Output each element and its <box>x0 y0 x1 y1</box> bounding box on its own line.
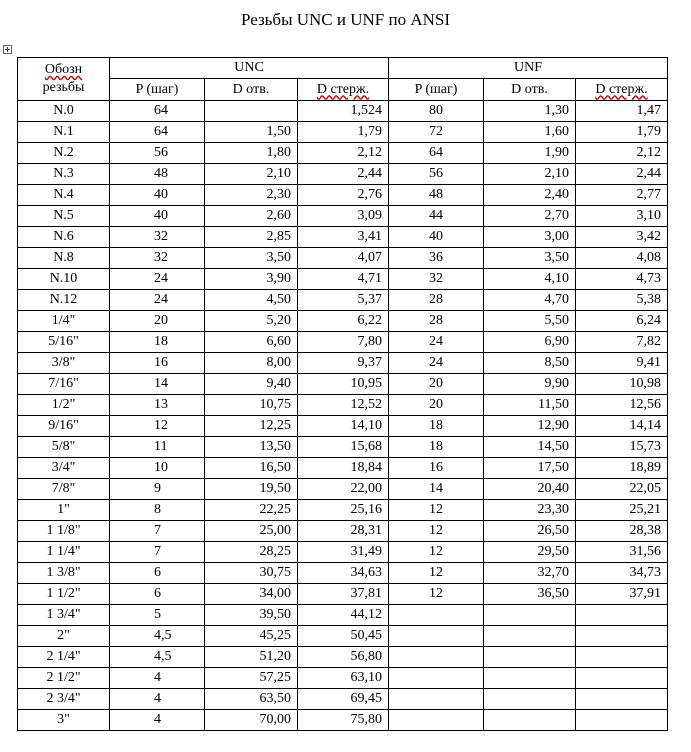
unc-rod-diameter-cell: 4,07 <box>298 248 389 269</box>
unf-hole-diameter-cell: 4,10 <box>484 269 576 290</box>
table-row <box>18 395 668 416</box>
unc-hole-diameter-cell: 19,50 <box>205 479 298 500</box>
unf-rod-diameter-cell: 10,98 <box>576 374 668 395</box>
unf-rod-diameter-cell: 9,41 <box>576 353 668 374</box>
table-row <box>18 185 668 206</box>
unc-hole-diameter-cell: 2,60 <box>205 206 298 227</box>
table-row <box>18 269 668 290</box>
unc-rod-diameter-cell: 63,10 <box>298 668 389 689</box>
unc-rod-diameter-cell: 2,12 <box>298 143 389 164</box>
unc-pitch-cell: 56 <box>110 143 205 164</box>
table-row <box>18 353 668 374</box>
unf-hole-diameter-cell: 3,00 <box>484 227 576 248</box>
unc-hole-diameter-cell: 3,90 <box>205 269 298 290</box>
thread-designation-cell: 9/16" <box>18 416 110 437</box>
thread-designation-cell: N.3 <box>18 164 110 185</box>
unf-rod-diameter-cell: 37,91 <box>576 584 668 605</box>
unc-rod-diameter-cell: 5,37 <box>298 290 389 311</box>
unf-group-header: UNF <box>389 58 668 79</box>
table-row <box>18 101 668 122</box>
unc-rod-diameter-cell: 3,41 <box>298 227 389 248</box>
unc-hole-diameter-cell: 45,25 <box>205 626 298 647</box>
unc-rod-diameter-cell: 4,71 <box>298 269 389 290</box>
thread-designation-cell: 1 1/4" <box>18 542 110 563</box>
unc-hole-diameter-cell: 3,50 <box>205 248 298 269</box>
table-row <box>18 689 668 710</box>
thread-designation-cell: 2 1/2" <box>18 668 110 689</box>
unc-hole-diameter-cell: 13,50 <box>205 437 298 458</box>
unf-hole-diameter-cell <box>484 647 576 668</box>
unf-pitch-cell: 48 <box>389 185 484 206</box>
unf-rod-diameter-cell: 14,14 <box>576 416 668 437</box>
unc-rod-diameter-cell: 1,524 <box>298 101 389 122</box>
designation-header-line2: резьбы <box>42 80 85 95</box>
unc-pitch-cell: 4 <box>110 710 205 731</box>
unc-pitch-cell: 4,5 <box>110 647 205 668</box>
thread-designation-cell: 1 3/8" <box>18 563 110 584</box>
unf-rod-diameter-cell: 22,05 <box>576 479 668 500</box>
unc-rod-diameter-cell: 14,10 <box>298 416 389 437</box>
thread-designation-cell: 2 1/4" <box>18 647 110 668</box>
unf-pitch-cell: 32 <box>389 269 484 290</box>
unf-hole-diameter-cell: 29,50 <box>484 542 576 563</box>
unf-rod-diameter-cell: 5,38 <box>576 290 668 311</box>
thread-designation-cell: 1 1/8" <box>18 521 110 542</box>
unf-rod-diameter-cell: 1,47 <box>576 101 668 122</box>
unc-hole-diameter-cell: 22,25 <box>205 500 298 521</box>
unc-hole-diameter-cell: 25,00 <box>205 521 298 542</box>
unf-rod-diameter-cell: 4,73 <box>576 269 668 290</box>
unc-hole-diameter-cell: 28,25 <box>205 542 298 563</box>
table-row <box>18 710 668 731</box>
unc-pitch-cell: 4 <box>110 689 205 710</box>
unf-rod-diameter-cell: 7,82 <box>576 332 668 353</box>
unf-rod-diameter-cell <box>576 689 668 710</box>
unf-rod-diameter-cell <box>576 626 668 647</box>
unf-hole-diameter-cell: 1,90 <box>484 143 576 164</box>
table-row <box>18 122 668 143</box>
thread-designation-cell: N.2 <box>18 143 110 164</box>
thread-designation-cell: N.10 <box>18 269 110 290</box>
thread-table <box>17 57 668 731</box>
unf-hole-diameter-cell: 8,50 <box>484 353 576 374</box>
thread-designation-cell: N.6 <box>18 227 110 248</box>
unf-hole-diameter-cell: 17,50 <box>484 458 576 479</box>
unf-hole-diameter-cell: 3,50 <box>484 248 576 269</box>
thread-designation-cell: N.8 <box>18 248 110 269</box>
unc-pitch-cell: 48 <box>110 164 205 185</box>
table-row <box>18 500 668 521</box>
unc-pitch-cell: 12 <box>110 416 205 437</box>
thread-designation-cell: N.5 <box>18 206 110 227</box>
table-row <box>18 164 668 185</box>
unc-hole-diameter-cell: 6,60 <box>205 332 298 353</box>
unf-pitch-cell: 20 <box>389 374 484 395</box>
unf-rod-diameter-cell <box>576 605 668 626</box>
unf-rod-diameter-cell: 12,56 <box>576 395 668 416</box>
unc-rod-diameter-cell: 15,68 <box>298 437 389 458</box>
table-row <box>18 668 668 689</box>
unc-pitch-cell: 14 <box>110 374 205 395</box>
unc-pitch-cell: 16 <box>110 353 205 374</box>
unf-hole-diameter-cell: 2,70 <box>484 206 576 227</box>
unf-hole-diameter-cell: 9,90 <box>484 374 576 395</box>
unc-rod-diameter-cell: 31,49 <box>298 542 389 563</box>
unf-hole-diameter-cell: 6,90 <box>484 332 576 353</box>
unf-pitch-cell <box>389 626 484 647</box>
unf-pitch-cell: 40 <box>389 227 484 248</box>
unf-pitch-cell: 12 <box>389 500 484 521</box>
thread-designation-cell: 1 1/2" <box>18 584 110 605</box>
unc-hole-diameter-cell: 2,10 <box>205 164 298 185</box>
unf-rod-diameter-cell: 3,10 <box>576 206 668 227</box>
table-row <box>18 521 668 542</box>
unc-pitch-cell: 24 <box>110 290 205 311</box>
unf-pitch-header: P (шаг) <box>389 79 484 101</box>
unf-hole-diameter-cell: 2,40 <box>484 185 576 206</box>
thread-designation-cell: 3" <box>18 710 110 731</box>
table-row <box>18 479 668 500</box>
thread-designation-cell: 2 3/4" <box>18 689 110 710</box>
unf-pitch-cell: 64 <box>389 143 484 164</box>
unc-hole-diameter-cell: 5,20 <box>205 311 298 332</box>
unf-rod-diameter-cell: 2,77 <box>576 185 668 206</box>
unf-pitch-cell: 80 <box>389 101 484 122</box>
unf-hole-diameter-cell <box>484 689 576 710</box>
unc-hole-diameter-cell: 70,00 <box>205 710 298 731</box>
unc-pitch-cell: 13 <box>110 395 205 416</box>
unf-hole-diameter-cell: 4,70 <box>484 290 576 311</box>
table-row <box>18 374 668 395</box>
unf-rod-diameter-cell: 2,44 <box>576 164 668 185</box>
unf-hole-diameter-cell: 2,10 <box>484 164 576 185</box>
unf-hole-diameter-cell <box>484 668 576 689</box>
unc-pitch-cell: 9 <box>110 479 205 500</box>
unf-hole-diameter-cell: 20,40 <box>484 479 576 500</box>
table-row <box>18 437 668 458</box>
thread-designation-cell: 2" <box>18 626 110 647</box>
table-row <box>18 143 668 164</box>
unc-rod-diameter-cell: 2,44 <box>298 164 389 185</box>
designation-header-line1: Обозн <box>44 62 83 77</box>
table-row <box>18 206 668 227</box>
unc-rod-diameter-cell: 37,81 <box>298 584 389 605</box>
unc-hole-diameter-cell: 30,75 <box>205 563 298 584</box>
unf-hole-diameter-cell: 26,50 <box>484 521 576 542</box>
table-row <box>18 542 668 563</box>
thread-designation-cell: 7/8" <box>18 479 110 500</box>
unf-hole-diameter-cell: 32,70 <box>484 563 576 584</box>
unf-pitch-cell: 28 <box>389 290 484 311</box>
unc-pitch-cell: 7 <box>110 521 205 542</box>
thread-designation-cell: N.0 <box>18 101 110 122</box>
unf-pitch-cell: 56 <box>389 164 484 185</box>
unc-rod-diameter-cell: 56,80 <box>298 647 389 668</box>
thread-designation-cell: 3/8" <box>18 353 110 374</box>
unc-hole-diameter-cell: 51,20 <box>205 647 298 668</box>
unf-rod-diameter-cell: 25,21 <box>576 500 668 521</box>
unc-hole-diameter-cell: 57,25 <box>205 668 298 689</box>
table-row <box>18 290 668 311</box>
unc-rod-diameter-cell: 25,16 <box>298 500 389 521</box>
unf-hole-diameter-cell: 5,50 <box>484 311 576 332</box>
unc-pitch-cell: 5 <box>110 605 205 626</box>
unc-hole-diameter-cell: 12,25 <box>205 416 298 437</box>
unf-hole-diameter-cell <box>484 626 576 647</box>
unc-pitch-cell: 18 <box>110 332 205 353</box>
unc-rod-diameter-cell: 44,12 <box>298 605 389 626</box>
unc-pitch-cell: 4 <box>110 668 205 689</box>
unf-pitch-cell <box>389 605 484 626</box>
unc-pitch-cell: 7 <box>110 542 205 563</box>
thread-designation-cell: N.12 <box>18 290 110 311</box>
unf-rod-diameter-cell: 4,08 <box>576 248 668 269</box>
unc-rod-diameter-cell: 34,63 <box>298 563 389 584</box>
unc-hole-diameter-cell: 2,30 <box>205 185 298 206</box>
unf-pitch-cell: 12 <box>389 521 484 542</box>
unc-rod-diameter-cell: 1,79 <box>298 122 389 143</box>
unf-pitch-cell <box>389 668 484 689</box>
unc-rod-diameter-cell: 22,00 <box>298 479 389 500</box>
unf-pitch-cell: 16 <box>389 458 484 479</box>
unf-rod-diameter-cell: 34,73 <box>576 563 668 584</box>
unf-hole-diameter-cell <box>484 710 576 731</box>
thread-designation-cell: N.1 <box>18 122 110 143</box>
table-body <box>18 101 668 731</box>
table-row <box>18 458 668 479</box>
unf-rod-diameter-cell: 2,12 <box>576 143 668 164</box>
unf-rod-diameter-cell: 15,73 <box>576 437 668 458</box>
unf-pitch-cell: 18 <box>389 437 484 458</box>
unc-hole-header: D отв. <box>205 79 298 101</box>
unc-rod-diameter-cell: 12,52 <box>298 395 389 416</box>
unc-hole-diameter-cell: 1,50 <box>205 122 298 143</box>
thread-designation-cell: 5/16" <box>18 332 110 353</box>
unc-hole-diameter-cell: 10,75 <box>205 395 298 416</box>
unf-pitch-cell: 12 <box>389 563 484 584</box>
unc-rod-diameter-cell: 18,84 <box>298 458 389 479</box>
thread-designation-cell: 7/16" <box>18 374 110 395</box>
unf-hole-diameter-cell: 12,90 <box>484 416 576 437</box>
table-row <box>18 584 668 605</box>
designation-header <box>18 58 110 101</box>
unf-rod-diameter-cell <box>576 647 668 668</box>
unc-pitch-cell: 6 <box>110 584 205 605</box>
unf-pitch-cell: 12 <box>389 584 484 605</box>
unc-pitch-cell: 20 <box>110 311 205 332</box>
thread-designation-cell: N.4 <box>18 185 110 206</box>
unc-pitch-cell: 10 <box>110 458 205 479</box>
unc-rod-diameter-cell: 3,09 <box>298 206 389 227</box>
thread-designation-cell: 5/8" <box>18 437 110 458</box>
unc-pitch-cell: 32 <box>110 248 205 269</box>
table-row <box>18 563 668 584</box>
unf-rod-diameter-cell: 18,89 <box>576 458 668 479</box>
unf-pitch-cell: 36 <box>389 248 484 269</box>
unf-rod-diameter-cell <box>576 668 668 689</box>
unc-pitch-header: P (шаг) <box>110 79 205 101</box>
unf-rod-diameter-cell: 28,38 <box>576 521 668 542</box>
thread-designation-cell: 3/4" <box>18 458 110 479</box>
unf-pitch-cell: 24 <box>389 353 484 374</box>
thread-designation-cell: 1 3/4" <box>18 605 110 626</box>
unc-rod-diameter-cell: 69,45 <box>298 689 389 710</box>
unc-rod-diameter-cell: 50,45 <box>298 626 389 647</box>
unf-pitch-cell: 14 <box>389 479 484 500</box>
unc-pitch-cell: 8 <box>110 500 205 521</box>
thread-designation-cell: 1/2" <box>18 395 110 416</box>
table-row <box>18 227 668 248</box>
unf-pitch-cell: 20 <box>389 395 484 416</box>
unc-hole-diameter-cell: 34,00 <box>205 584 298 605</box>
unf-hole-diameter-cell: 1,60 <box>484 122 576 143</box>
unc-rod-header: D стерж. <box>298 79 389 101</box>
unc-pitch-cell: 24 <box>110 269 205 290</box>
unc-hole-diameter-cell: 63,50 <box>205 689 298 710</box>
unf-hole-diameter-cell <box>484 605 576 626</box>
unc-pitch-cell: 11 <box>110 437 205 458</box>
unc-pitch-cell: 64 <box>110 122 205 143</box>
table-row <box>18 416 668 437</box>
unf-hole-diameter-cell: 11,50 <box>484 395 576 416</box>
unf-pitch-cell: 72 <box>389 122 484 143</box>
unc-hole-diameter-cell: 9,40 <box>205 374 298 395</box>
table-row <box>18 332 668 353</box>
unf-hole-diameter-cell: 1,30 <box>484 101 576 122</box>
unc-pitch-cell: 32 <box>110 227 205 248</box>
table-row <box>18 647 668 668</box>
unc-rod-diameter-cell: 6,22 <box>298 311 389 332</box>
table-row <box>18 605 668 626</box>
unc-hole-diameter-cell: 16,50 <box>205 458 298 479</box>
unf-pitch-cell: 18 <box>389 416 484 437</box>
unc-pitch-cell: 64 <box>110 101 205 122</box>
unc-hole-diameter-cell: 4,50 <box>205 290 298 311</box>
unf-rod-diameter-cell <box>576 710 668 731</box>
table-row <box>18 311 668 332</box>
unf-hole-diameter-cell: 36,50 <box>484 584 576 605</box>
unc-pitch-cell: 40 <box>110 206 205 227</box>
unc-rod-diameter-cell: 75,80 <box>298 710 389 731</box>
unf-rod-header: D стерж. <box>576 79 668 101</box>
unf-pitch-cell: 12 <box>389 542 484 563</box>
unc-pitch-cell: 6 <box>110 563 205 584</box>
unf-pitch-cell <box>389 647 484 668</box>
unc-hole-diameter-cell <box>205 101 298 122</box>
unc-rod-diameter-cell: 28,31 <box>298 521 389 542</box>
unc-hole-diameter-cell: 8,00 <box>205 353 298 374</box>
unc-rod-diameter-cell: 9,37 <box>298 353 389 374</box>
unf-rod-diameter-cell: 3,42 <box>576 227 668 248</box>
unc-hole-diameter-cell: 1,80 <box>205 143 298 164</box>
unf-pitch-cell: 44 <box>389 206 484 227</box>
document-title: Резьбы UNC и UNF по ANSI <box>240 10 451 29</box>
unc-group-header: UNC <box>110 58 389 79</box>
unc-hole-diameter-cell: 2,85 <box>205 227 298 248</box>
unf-hole-diameter-cell: 23,30 <box>484 500 576 521</box>
unc-rod-diameter-cell: 10,95 <box>298 374 389 395</box>
unf-pitch-cell <box>389 689 484 710</box>
unc-rod-diameter-cell: 2,76 <box>298 185 389 206</box>
unf-rod-diameter-cell: 6,24 <box>576 311 668 332</box>
unf-pitch-cell: 28 <box>389 311 484 332</box>
unc-rod-diameter-cell: 7,80 <box>298 332 389 353</box>
thread-designation-cell: 1/4" <box>18 311 110 332</box>
table-row <box>18 248 668 269</box>
thread-designation-cell: 1" <box>18 500 110 521</box>
table-move-handle-icon[interactable] <box>3 45 12 54</box>
unc-pitch-cell: 4,5 <box>110 626 205 647</box>
unc-pitch-cell: 40 <box>110 185 205 206</box>
unf-rod-diameter-cell: 1,79 <box>576 122 668 143</box>
table-row <box>18 626 668 647</box>
unf-pitch-cell: 24 <box>389 332 484 353</box>
unf-hole-diameter-cell: 14,50 <box>484 437 576 458</box>
unf-hole-header: D отв. <box>484 79 576 101</box>
unf-pitch-cell <box>389 710 484 731</box>
unc-hole-diameter-cell: 39,50 <box>205 605 298 626</box>
unf-rod-diameter-cell: 31,56 <box>576 542 668 563</box>
